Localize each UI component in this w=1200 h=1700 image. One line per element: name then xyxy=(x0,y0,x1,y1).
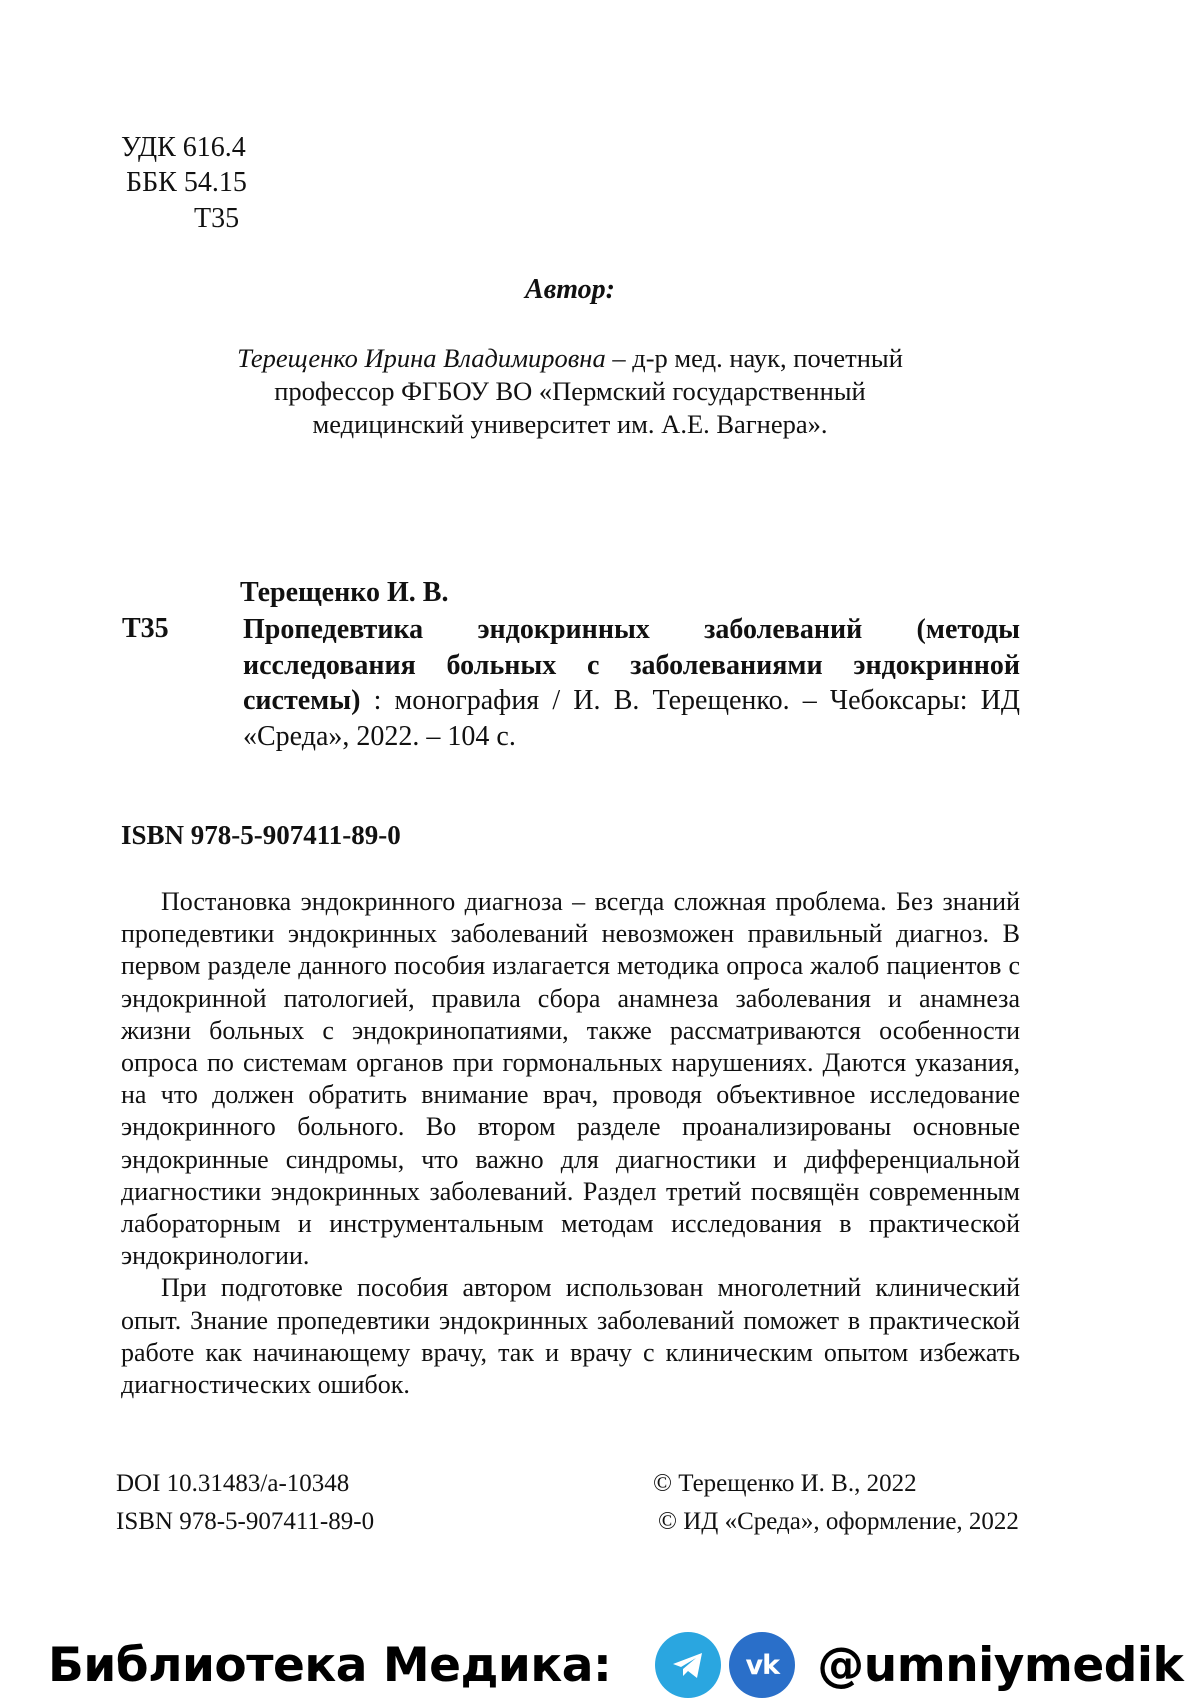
author-sign-code: Т35 xyxy=(194,202,239,236)
book-title: Пропедевтика эндокринных заболеваний (методы исследования больных с заболеваниями эндокринной системы) xyxy=(243,614,1020,716)
book-details: : монография / И. В. Терещенко. – Чебоксары: ИД «Среда», 2022. – 104 с. xyxy=(243,685,1020,752)
isbn-main: ISBN 978-5-907411-89-0 xyxy=(121,820,401,851)
author-full-name: Терещенко Ирина Владимировна xyxy=(237,343,606,373)
bibliographic-code: Т35 xyxy=(122,613,169,645)
telegram-icon[interactable] xyxy=(655,1632,721,1698)
copyright-publisher: © ИД «Среда», оформление, 2022 xyxy=(658,1508,1019,1536)
doi: DOI 10.31483/a-10348 xyxy=(116,1470,349,1498)
vk-icon[interactable] xyxy=(729,1632,795,1698)
bbk-code: ББК 54.15 xyxy=(126,166,247,200)
copyright-author: © Терещенко И. В., 2022 xyxy=(653,1470,917,1498)
author-description: – д-р мед. наук, почетный профессор ФГБОУ ВО «Пермский государственный медицинский университет им. А.Е. Вагнера». xyxy=(274,343,903,439)
telegram-plane-glyph xyxy=(668,1645,708,1685)
bibliographic-record xyxy=(243,612,1020,754)
vk-logo-text: vk xyxy=(745,1650,779,1681)
abstract-paragraph: Постановка эндокринного диагноза – всегда сложная проблема. Без знаний пропедевтики эндокринных заболеваний невозможен правильный диагноз. В первом разделе данного пособия излагается методика опроса жалоб пациентов с эндокринной патологией, правила сбора анамнеза за­болевания и анамнеза жизни больных с эндокринопатиями, также рас­сматриваются особенности опроса по системам органов при гормональ­ных нарушениях. Даются указания, на что должен обратить внимание врач, проводя объективное исследование эндокринного больного. Во вто­ром разделе проанализированы основные эндокринные синдромы, что важно для диагностики и дифференциальной диагностики эндокринных заболеваний. Раздел третий посвящён современным лабораторным и ин­струментальным методам исследования в практической эндокринологии. xyxy=(121,886,1020,1272)
library-banner xyxy=(48,1630,1183,1700)
abstract-paragraph: При подготовке пособия автором использован многолетний клиниче­ский опыт. Знание пропедевтики эндокринных заболеваний поможет в практической работе как начинающему врачу, так и врачу с клиническим опытом избежать диагностических ошибок. xyxy=(121,1272,1020,1401)
isbn-footer: ISBN 978-5-907411-89-0 xyxy=(116,1508,374,1536)
author-heading: Автор: xyxy=(0,274,1140,306)
bibliographic-author: Терещенко И. В. xyxy=(240,577,448,609)
banner-handle[interactable]: @umniymedik xyxy=(817,1638,1183,1693)
banner-label: Библиотека Медика: xyxy=(48,1638,611,1693)
abstract xyxy=(121,886,1020,1401)
udk-code: УДК 616.4 xyxy=(121,131,246,165)
author-info xyxy=(200,342,940,441)
